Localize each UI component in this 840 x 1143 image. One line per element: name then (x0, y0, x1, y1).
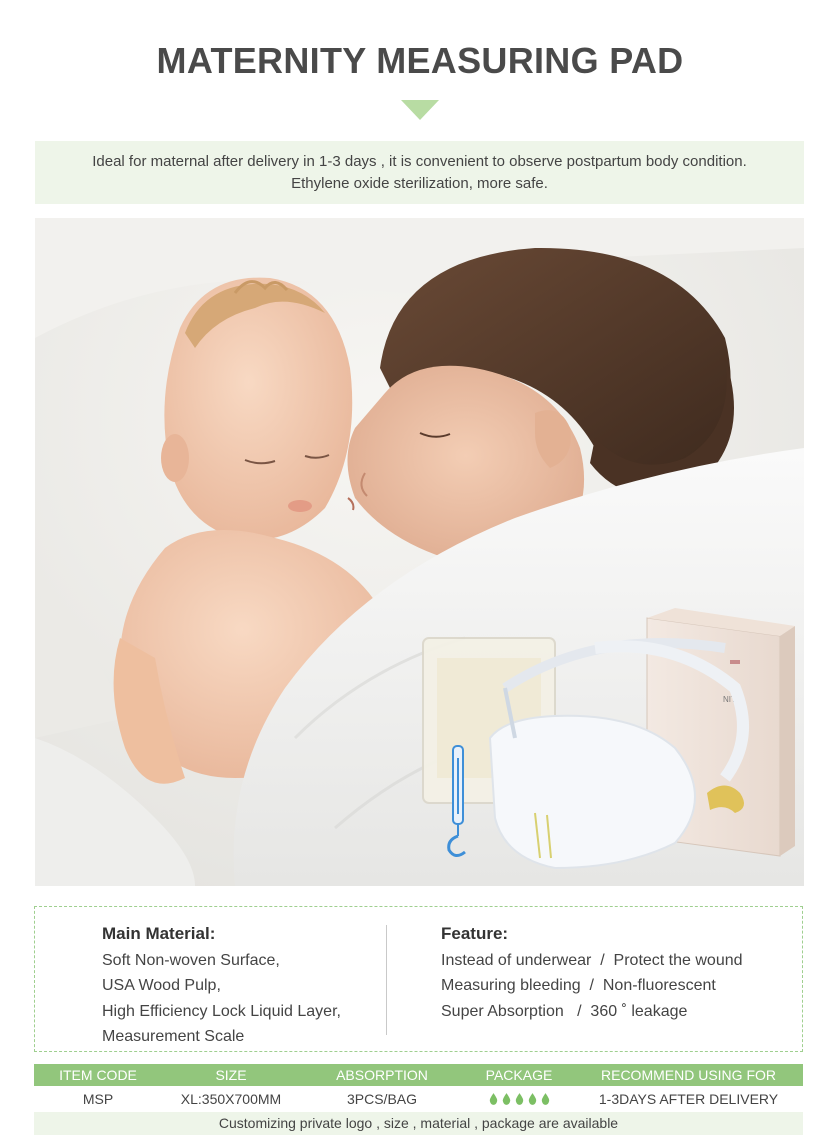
feature-heading: Feature: (441, 924, 509, 943)
feature-item: Super Absorption / 360 ˚ leakage (441, 1002, 688, 1020)
customization-note: Customizing private logo , size , material , package are available (34, 1112, 803, 1135)
hero-photo (35, 218, 804, 886)
cell-item-code: MSP (82, 1091, 114, 1107)
intro-line-1: Ideal for maternal after delivery in 1-3 days , it is convenient to observe postpartum body condition. (92, 153, 747, 170)
material-item: Measurement Scale (102, 1028, 245, 1045)
cell-recommend: 1-3DAYS AFTER DELIVERY (598, 1091, 779, 1107)
table-row (34, 1088, 803, 1110)
main-material-heading: Main Material: (102, 924, 216, 943)
feature-item: Instead of underwear / Protect the wound (441, 951, 743, 969)
page-title: MATERNITY MEASURING PAD (156, 40, 684, 81)
drop-rating (464, 1088, 574, 1110)
feature-item: Measuring bleeding / Non-fluorescent (441, 977, 716, 994)
header-size: SIZE (215, 1067, 247, 1083)
header-package: PACKAGE (485, 1067, 553, 1083)
feature-section (441, 921, 743, 1024)
cell-package-drops (464, 1088, 574, 1110)
material-item: High Efficiency Lock Liquid Layer, (102, 1002, 341, 1020)
header-item-code: ITEM CODE (59, 1067, 137, 1083)
material-item: USA Wood Pulp, (102, 977, 221, 994)
spec-table-header (34, 1064, 803, 1086)
water-drop-icon (528, 1093, 537, 1105)
header-recommend: RECOMMEND USING FOR (601, 1067, 776, 1083)
cell-size: XL:350X700MM (180, 1091, 282, 1107)
water-drop-icon (515, 1093, 524, 1105)
water-drop-icon (489, 1093, 498, 1105)
mother-baby-illustration (35, 218, 804, 886)
box-label: NITY (723, 695, 742, 704)
header-absorption: ABSORPTION (336, 1067, 428, 1083)
water-drop-icon (502, 1093, 511, 1105)
intro-banner (35, 141, 804, 204)
material-item: Soft Non-woven Surface, (102, 951, 280, 969)
water-drop-icon (541, 1093, 550, 1105)
specs-panel (34, 906, 803, 1052)
column-divider (386, 925, 387, 1035)
intro-line-2: Ethylene oxide sterilization, more safe. (291, 175, 548, 192)
cell-absorption: 3PCS/BAG (346, 1091, 418, 1107)
down-arrow-icon (401, 100, 439, 120)
main-material-section (102, 921, 341, 1050)
